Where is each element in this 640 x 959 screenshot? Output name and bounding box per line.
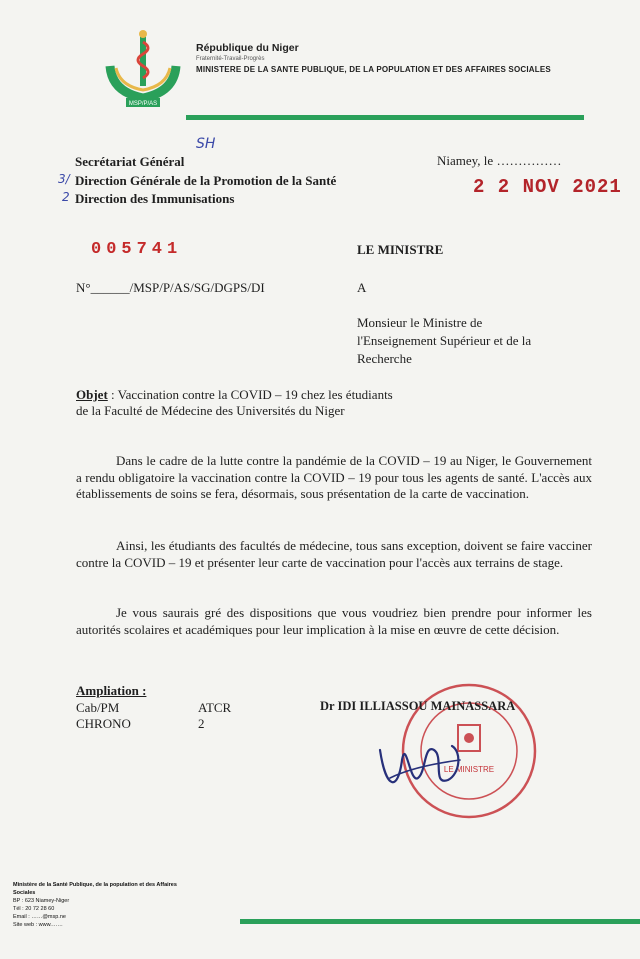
logo-caption: MSP/P/AS [128, 101, 158, 107]
body-paragraph-2: Ainsi, les étudiants des facultés de médecine, tous sans exception, doivent se faire vacciner contre la COVID – 19 et présenter leur carte de vaccination pour l'accès aux terrains de stage. [76, 538, 592, 570]
footer-line-2: Sociales [13, 890, 36, 896]
footer-line-6: Site web : www.…… [13, 922, 63, 928]
footer-divider [240, 919, 640, 924]
minister-title: LE MINISTRE [357, 242, 444, 257]
body-paragraph-1: Dans le cadre de la lutte contre la pandémie de la COVID – 19 au Niger, le Gouvernement a rendu obligatoire la vaccination contre la COVID – 19 pour tous les agents de santé. L'accès aux établissements de soins se fera, désormais, sous présentation de la carte de vaccination. [76, 453, 592, 501]
secretariat-general: Secrétariat Général [75, 154, 185, 169]
direction-generale: Direction Générale de la Promotion de la Santé [75, 173, 337, 188]
subject-label: Objet [76, 387, 108, 402]
footer-contact [13, 881, 213, 929]
ampliation-title: Ampliation : [76, 683, 147, 698]
direction-immunisations: Direction des Immunisations [75, 191, 235, 206]
handwritten-annotation-sh: SH [196, 136, 216, 152]
reference-line: N°______/MSP/P/AS/SG/DGPS/DI [76, 280, 265, 295]
recipient-line-1: Monsieur le Ministre de [357, 315, 483, 330]
signer-name: Dr IDI ILLIASSOU MAINASSARA [320, 699, 516, 713]
footer-line-3: BP : 623 Niamey-Niger [13, 898, 70, 904]
place-date-line: Niamey, le …………… [437, 153, 562, 168]
subject-block [76, 387, 393, 419]
date-stamp: 2 2 NOV 2021 [473, 176, 622, 198]
addressee-to: A [357, 280, 367, 295]
footer-line-1: Ministère de la Santé Publique, de la population et des Affaires [13, 882, 177, 888]
republic-title: République du Niger [196, 42, 299, 54]
ampliation-row [76, 716, 205, 732]
ministry-logo [100, 28, 186, 112]
ampliation-row [76, 700, 231, 716]
subject-text-1: : Vaccination contre la COVID – 19 chez les étudiants [107, 387, 393, 402]
recipient-line-2: l'Enseignement Supérieur et de la [357, 333, 532, 348]
header-divider [186, 115, 584, 120]
ministry-name: MINISTERE DE LA SANTE PUBLIQUE, DE LA POPULATION ET DES AFFAIRES SOCIALES [196, 65, 551, 74]
ampliation-value: ATCR [198, 700, 232, 715]
ampliation-value: 2 [198, 716, 205, 731]
handwritten-annotation-2: 2 [62, 190, 70, 204]
ampliation-name: CHRONO [76, 716, 131, 731]
footer-line-4: Tél : 20 72 28 60 [13, 906, 55, 912]
handwritten-signature [372, 720, 468, 800]
republic-motto: Fraternité-Travail-Progrès [196, 56, 265, 62]
handwritten-annotation-1: 3/ [58, 172, 70, 186]
recipient-line-3: Recherche [357, 351, 412, 366]
reference-number: 005741 [91, 240, 183, 259]
ampliation-name: Cab/PM [76, 700, 120, 715]
body-paragraph-3: Je vous saurais gré des dispositions que vous voudriez bien prendre pour informer les autorités scolaires et académiques pour leur implication à la mise en œuvre de cette décision. [76, 605, 592, 637]
stamp-text: LE MINISTRE [443, 765, 495, 774]
footer-line-5: Email : ……@msp.ne [13, 914, 66, 920]
recipient-block [357, 314, 597, 368]
subject-text-2: de la Faculté de Médecine des Universités du Niger [76, 403, 345, 418]
